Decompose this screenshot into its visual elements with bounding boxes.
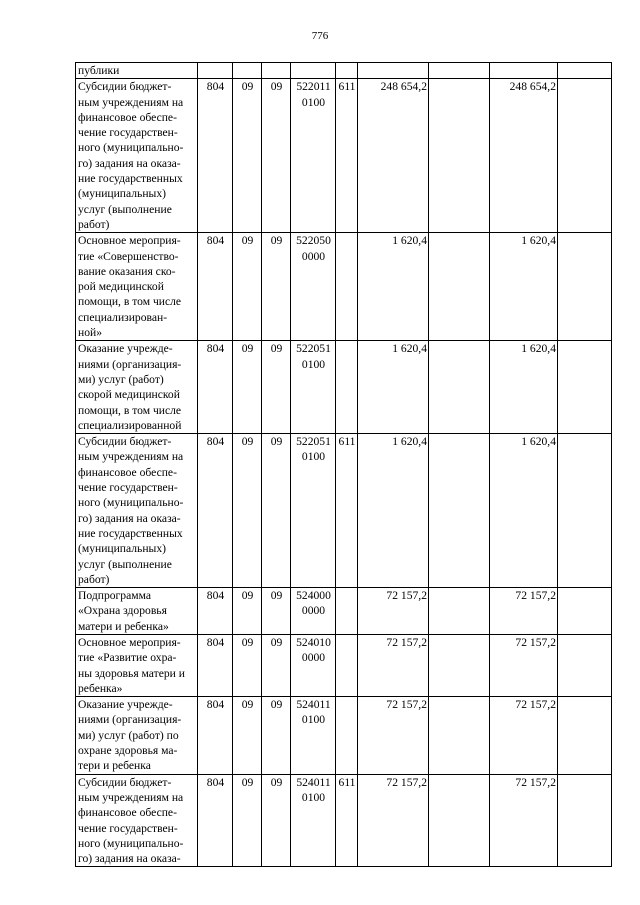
- cell-sum-2: [429, 341, 490, 434]
- name-line: ным учреждениям на: [78, 790, 184, 804]
- cell-pr: 09: [262, 79, 291, 233]
- table-row: [76, 697, 612, 774]
- name-line: охране здоровья ма-: [78, 744, 178, 758]
- name-line: Субсидии бюджет-: [78, 80, 172, 94]
- csr-line: 524011: [296, 698, 331, 712]
- cell-vr: [336, 588, 358, 635]
- cell-csr: [291, 434, 336, 588]
- cell-sum-3: 1 620,4: [490, 434, 558, 588]
- name-line: Субсидии бюджет-: [78, 435, 172, 449]
- table-row: [76, 588, 612, 635]
- cell-vr: [336, 634, 358, 696]
- cell-pr: 09: [262, 434, 291, 588]
- name-line: ного (муниципально-: [78, 836, 184, 850]
- name-line: услуг (выполнение: [78, 202, 172, 216]
- cell-name: [76, 233, 198, 341]
- cell-sum-3: [490, 63, 558, 79]
- name-line: матери и ребенка»: [78, 619, 169, 633]
- table-row: [76, 341, 612, 434]
- table-row: [76, 233, 612, 341]
- name-line: ниями (организация-: [78, 357, 182, 371]
- name-line: ми) услуг (работ) по: [78, 728, 179, 742]
- cell-ved: 804: [198, 79, 233, 233]
- cell-csr: [291, 233, 336, 341]
- cell-sum-2: [429, 634, 490, 696]
- cell-rz: 09: [233, 588, 262, 635]
- name-line: ным учреждениям на: [78, 95, 184, 109]
- cell-sum-1: 1 620,4: [358, 233, 429, 341]
- name-line: специализирован-: [78, 310, 168, 324]
- name-line: услуг (выполнение: [78, 557, 172, 571]
- cell-vr: [336, 233, 358, 341]
- cell-ved: 804: [198, 634, 233, 696]
- name-line: тери и ребенка: [78, 759, 151, 773]
- csr-line: 0100: [301, 95, 326, 109]
- cell-pr: 09: [262, 233, 291, 341]
- cell-csr: [291, 63, 336, 79]
- name-line: помощи, в том числе: [78, 295, 182, 309]
- cell-sum-3: 72 157,2: [490, 697, 558, 774]
- cell-name: [76, 697, 198, 774]
- csr-line: 0100: [301, 713, 326, 727]
- name-line: ребенка»: [78, 681, 123, 695]
- name-line: ние государственных: [78, 526, 183, 540]
- csr-line: 0100: [301, 357, 326, 371]
- name-line: работ): [78, 572, 110, 586]
- cell-ved: 804: [198, 233, 233, 341]
- name-line: финансовое обеспе-: [78, 110, 177, 124]
- cell-ved: 804: [198, 434, 233, 588]
- csr-line: 524010: [296, 635, 331, 649]
- name-line: тие «Совершенство-: [78, 249, 179, 263]
- cell-name: [76, 434, 198, 588]
- cell-rz: 09: [233, 79, 262, 233]
- name-line: чение государствен-: [78, 481, 178, 495]
- name-line: публики: [78, 64, 120, 77]
- cell-vr: 611: [336, 774, 358, 867]
- name-line: ниями (организация-: [78, 713, 182, 727]
- name-line: Основное мероприя-: [78, 635, 181, 649]
- csr-line: 0000: [301, 604, 326, 618]
- cell-sum-1: 1 620,4: [358, 341, 429, 434]
- cell-sum-4: [558, 63, 612, 79]
- csr-line: 522051: [296, 342, 331, 356]
- cell-rz: 09: [233, 774, 262, 867]
- name-line: Оказание учрежде-: [78, 342, 173, 356]
- cell-rz: 09: [233, 434, 262, 588]
- cell-name: [76, 588, 198, 635]
- csr-line: 522051: [296, 435, 331, 449]
- cell-pr: 09: [262, 774, 291, 867]
- cell-sum-4: [558, 774, 612, 867]
- name-line: Подпрограмма: [78, 589, 151, 603]
- cell-name: [76, 774, 198, 867]
- name-line: (муниципальных): [78, 542, 166, 556]
- name-line: ми) услуг (работ): [78, 372, 164, 386]
- cell-csr: [291, 341, 336, 434]
- cell-sum-3: 1 620,4: [490, 341, 558, 434]
- cell-ved: 804: [198, 588, 233, 635]
- cell-pr: [262, 63, 291, 79]
- name-line: (муниципальных): [78, 187, 166, 201]
- cell-ved: [198, 63, 233, 79]
- cell-vr: [336, 341, 358, 434]
- cell-sum-4: [558, 634, 612, 696]
- cell-pr: 09: [262, 588, 291, 635]
- csr-line: 524011: [296, 775, 331, 789]
- table-row: [76, 63, 612, 79]
- cell-sum-2: [429, 774, 490, 867]
- cell-vr: [336, 697, 358, 774]
- cell-sum-4: [558, 233, 612, 341]
- name-line: Оказание учрежде-: [78, 698, 173, 712]
- budget-table: [75, 62, 612, 867]
- cell-sum-1: 72 157,2: [358, 774, 429, 867]
- name-line: го) задания на оказа-: [78, 852, 181, 866]
- cell-sum-4: [558, 697, 612, 774]
- name-line: Основное мероприя-: [78, 234, 181, 248]
- cell-csr: [291, 79, 336, 233]
- cell-name: [76, 341, 198, 434]
- cell-rz: 09: [233, 634, 262, 696]
- cell-sum-3: 72 157,2: [490, 588, 558, 635]
- cell-sum-4: [558, 79, 612, 233]
- cell-sum-2: [429, 434, 490, 588]
- table-row: [76, 634, 612, 696]
- name-line: Субсидии бюджет-: [78, 775, 172, 789]
- name-line: работ): [78, 217, 110, 231]
- cell-rz: 09: [233, 697, 262, 774]
- name-line: ного (муниципально-: [78, 141, 184, 155]
- cell-rz: 09: [233, 341, 262, 434]
- page-number: 776: [311, 30, 329, 42]
- cell-vr: 611: [336, 434, 358, 588]
- cell-name: [76, 634, 198, 696]
- cell-sum-3: 72 157,2: [490, 634, 558, 696]
- cell-sum-2: [429, 697, 490, 774]
- cell-sum-1: 248 654,2: [358, 79, 429, 233]
- cell-rz: 09: [233, 233, 262, 341]
- cell-ved: 804: [198, 341, 233, 434]
- cell-sum-3: 248 654,2: [490, 79, 558, 233]
- csr-line: 0100: [301, 450, 326, 464]
- name-line: специализированной: [78, 418, 182, 432]
- name-line: ны здоровья матери и: [78, 666, 185, 680]
- cell-vr: [336, 63, 358, 79]
- cell-sum-1: [358, 63, 429, 79]
- cell-csr: [291, 634, 336, 696]
- name-line: ной»: [78, 326, 103, 340]
- cell-sum-4: [558, 341, 612, 434]
- cell-pr: 09: [262, 634, 291, 696]
- cell-pr: 09: [262, 341, 291, 434]
- name-line: ного (муниципально-: [78, 496, 184, 510]
- name-line: чение государствен-: [78, 821, 178, 835]
- cell-csr: [291, 774, 336, 867]
- name-line: го) задания на оказа-: [78, 511, 181, 525]
- csr-line: 0100: [301, 790, 326, 804]
- name-line: рой медицинской: [78, 280, 164, 294]
- cell-csr: [291, 697, 336, 774]
- table-body: [76, 63, 612, 867]
- csr-line: 524000: [296, 589, 331, 603]
- name-line: ным учреждениям на: [78, 450, 184, 464]
- cell-sum-4: [558, 434, 612, 588]
- csr-line: 522050: [296, 234, 331, 248]
- csr-line: 522011: [296, 80, 331, 94]
- name-line: финансовое обеспе-: [78, 465, 177, 479]
- cell-sum-2: [429, 63, 490, 79]
- name-line: скорой медицинской: [78, 388, 180, 402]
- name-line: финансовое обеспе-: [78, 806, 177, 820]
- cell-vr: 611: [336, 79, 358, 233]
- cell-name: [76, 63, 198, 79]
- name-line: чение государствен-: [78, 126, 178, 140]
- csr-line: 0000: [301, 249, 326, 263]
- cell-sum-2: [429, 79, 490, 233]
- table-row: [76, 79, 612, 233]
- cell-sum-1: 72 157,2: [358, 697, 429, 774]
- name-line: го) задания на оказа-: [78, 156, 181, 170]
- cell-csr: [291, 588, 336, 635]
- cell-ved: 804: [198, 774, 233, 867]
- cell-name: [76, 79, 198, 233]
- cell-sum-1: 1 620,4: [358, 434, 429, 588]
- name-line: вание оказания ско-: [78, 264, 176, 278]
- cell-sum-2: [429, 233, 490, 341]
- name-line: «Охрана здоровья: [78, 604, 167, 618]
- cell-sum-3: 1 620,4: [490, 233, 558, 341]
- csr-line: 0000: [301, 651, 326, 665]
- cell-sum-1: 72 157,2: [358, 588, 429, 635]
- cell-ved: 804: [198, 697, 233, 774]
- name-line: тие «Развитие охра-: [78, 651, 177, 665]
- cell-sum-2: [429, 588, 490, 635]
- cell-sum-3: 72 157,2: [490, 774, 558, 867]
- name-line: помощи, в том числе: [78, 403, 182, 417]
- cell-pr: 09: [262, 697, 291, 774]
- cell-sum-1: 72 157,2: [358, 634, 429, 696]
- table-row: [76, 774, 612, 867]
- cell-rz: [233, 63, 262, 79]
- name-line: ние государственных: [78, 172, 183, 186]
- table-row: [76, 434, 612, 588]
- cell-sum-4: [558, 588, 612, 635]
